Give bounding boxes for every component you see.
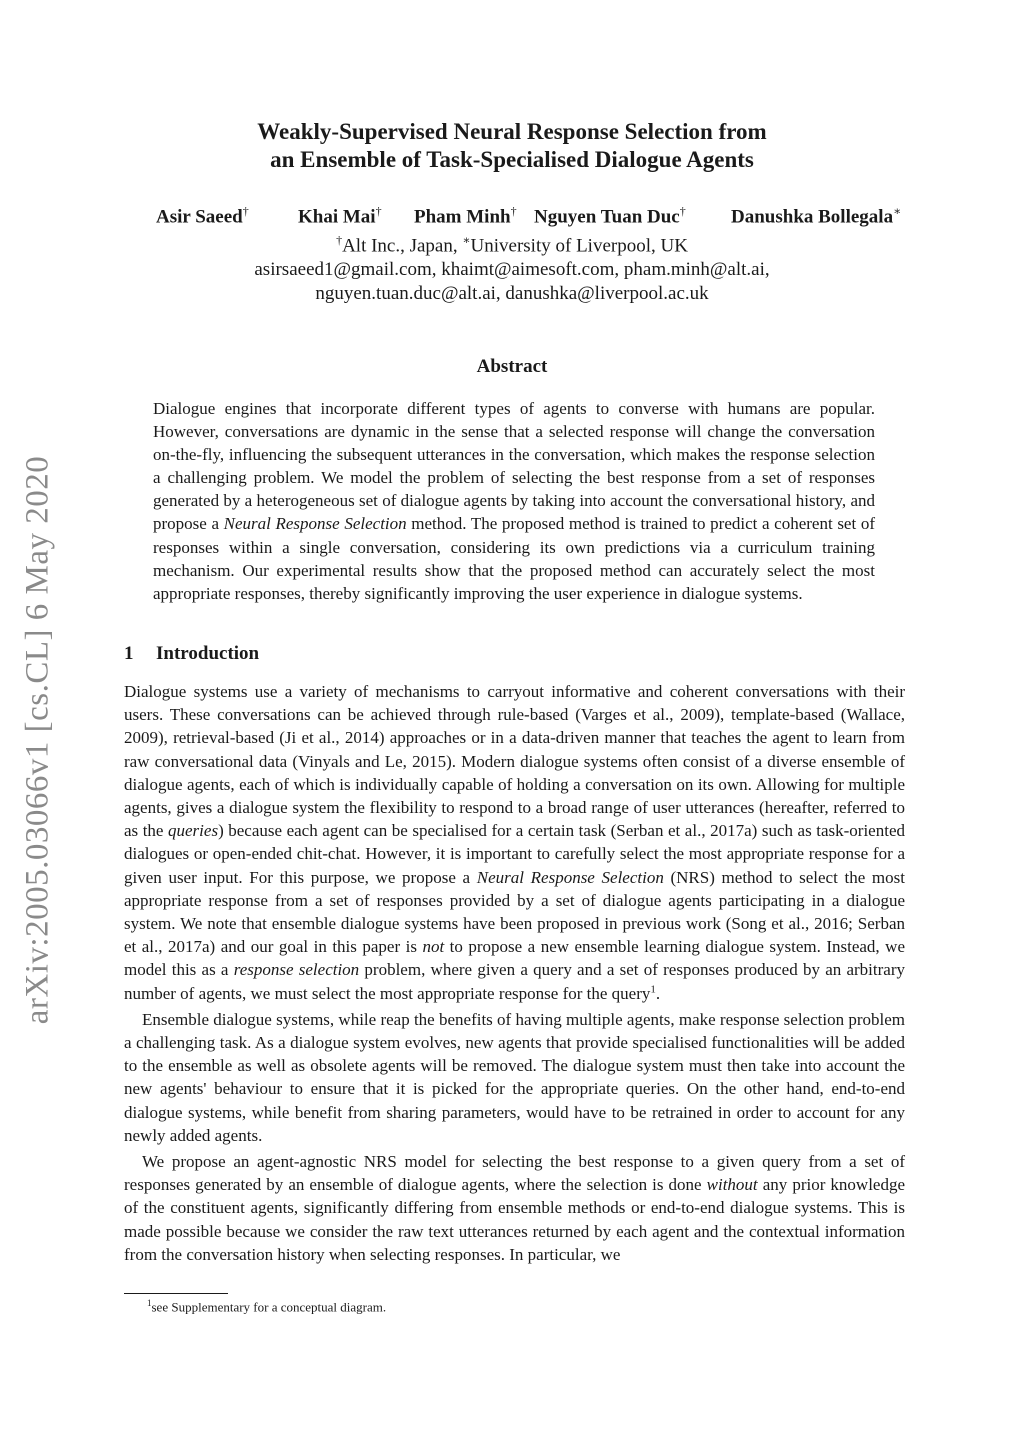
author-1: Asir Saeed† <box>156 204 249 228</box>
author-5: Danushka Bollegala∗ <box>731 204 902 228</box>
abstract-text: Dialogue engines that incorporate different types of agents to converse with humans are popular. However, conversations are dynamic in the sense that a selected response will change the conversation on-the-fly, influencing the subsequent utterances in the conversation, which makes the response selection a challenging problem. We model the problem of selecting the best response from a set of responses generated by a heterogeneous set of dialogue agents by taking into account the conversational history, and propose a Neural Response Selection method. The proposed method is trained to predict a coherent set of responses within a single conversation, considering its own predictions via a curriculum training mechanism. Our experimental results show that the proposed method can accurately select the most appropriate responses, thereby significantly improving the user experience in dialogue systems. <box>153 399 875 603</box>
abstract-heading: Abstract <box>476 356 548 377</box>
author-4: Nguyen Tuan Duc† <box>534 204 686 228</box>
paper-title <box>0 118 1024 174</box>
email-line-1: asirsaeed1@gmail.com, khaimt@aimesoft.com, pham.minh@alt.ai, <box>254 259 770 281</box>
arxiv-identifier-stamp <box>4 455 72 1025</box>
footnote-text: see Supplementary for a conceptual diagram. <box>151 1299 387 1315</box>
author-3: Pham Minh† <box>414 204 517 228</box>
paper-title-line-2: an Ensemble of Task-Specialised Dialogue Agents <box>270 147 754 172</box>
section-title: Introduction <box>156 643 260 664</box>
section-number: 1 <box>124 643 134 664</box>
footnote-mark: 1 <box>147 1298 152 1308</box>
author-2: Khai Mai† <box>298 204 382 228</box>
affiliations <box>0 228 1024 306</box>
footnote-divider <box>124 1293 228 1294</box>
author-list <box>156 204 926 230</box>
paragraph-3: We propose an agent-agnostic NRS model for selecting the best response to a given query from a set of responses generated by an ensemble of dialogue agents, where the selection is done without any prior knowledge of the constituent agents, significantly differing from ensemble methods or end-to-end dialogue systems. This is made possible because we consider the raw text utterances returned by each agent and the contextual information from the conversation history when selecting responses. In particular, we <box>124 1152 906 1264</box>
footnote <box>147 1298 386 1315</box>
section-heading-introduction <box>124 643 259 665</box>
paragraph-1: Dialogue systems use a variety of mechanisms to carryout informative and coherent conversations with their users. These conversations can be achieved through rule-based (Varges et al., 2009), template-based (Wallace, 2009), retrieval-based (Ji et al., 2014) approaches or in a data-driven manner that teaches the agent to learn from raw conversational data (Vinyals and Le, 2015). Modern dialogue systems often consist of a diverse ensemble of dialogue agents, each of which is individually capable of holding a conversation on its own. Allowing for multiple agents, gives a dialogue system the flexibility to respond to a broad range of user utterances (hereafter, referred to as the queries) because each agent can be specialised for a certain task (Serban et al., 2017a) such as task-oriented dialogues or open-ended chit-chat. However, it is important to carefully select the most appropriate response for a given user input. For this purpose, we propose a Neural Response Selection (NRS) method to select the most appropriate response from a set of responses provided by a set of dialogue agents participating in a dialogue system. We note that ensemble dialogue systems have been proposed in previous work (Song et al., 2016; Serban et al., 2017a) and our goal in this paper is not to propose a new ensemble learning dialogue system. Instead, we model this as a response selection problem, where given a query and a set of responses produced by an arbitrary number of agents, we must select the most appropriate response for the query$^1$. <box>124 682 905 1003</box>
paper-title-line-1: Weakly-Supervised Neural Response Selection from <box>257 119 767 144</box>
email-line-2: nguyen.tuan.duc@alt.ai, danushka@liverpool.ac.uk <box>315 283 709 305</box>
affiliation-line: †Alt Inc., Japan, ∗University of Liverpool, UK <box>336 233 688 257</box>
footnote-reference[interactable]: 1 <box>650 982 656 995</box>
paragraph-2: Ensemble dialogue systems, while reap the benefits of having multiple agents, make response selection problem a challenging task. As a dialogue system evolves, new agents that provide specialised functionalities will be added to the ensemble as well as obsolete agents will be removed. The dialogue system must then take into account the new agents' behaviour to ensure that it is picked for the appropriate queries. On the other hand, end-to-end dialogue systems, while benefit from sharing parameters, would have to be retrained in order to account for any newly added agents. <box>124 1009 905 1145</box>
introduction-body <box>124 680 905 1266</box>
arxiv-identifier-text: arXiv:2005.03066v1 [cs.CL] 6 May 2020 <box>19 455 56 1025</box>
